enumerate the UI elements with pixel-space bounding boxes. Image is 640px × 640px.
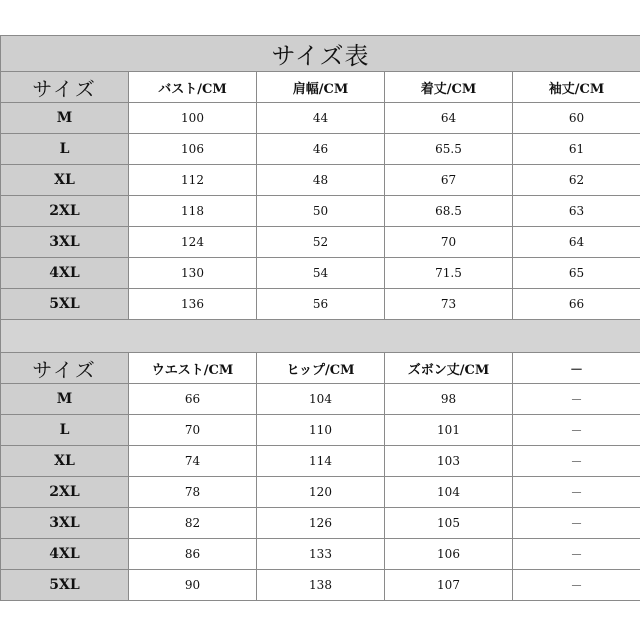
measurement-cell: 66	[129, 384, 257, 415]
measurement-cell: 136	[129, 289, 257, 320]
measurement-cell: 106	[385, 539, 513, 570]
column-header: バスト/CM	[129, 72, 257, 103]
table-row	[1, 570, 640, 601]
measurement-cell: 106	[129, 134, 257, 165]
measurement-cell: 50	[257, 196, 385, 227]
measurement-cell: 62	[513, 165, 640, 196]
measurement-cell: 74	[129, 446, 257, 477]
column-header: 肩幅/CM	[257, 72, 385, 103]
measurement-cell: 118	[129, 196, 257, 227]
measurement-cell: 64	[385, 103, 513, 134]
measurement-cell: 114	[257, 446, 385, 477]
size-label: 2XL	[1, 477, 129, 508]
measurement-cell: 138	[257, 570, 385, 601]
column-header: 着丈/CM	[385, 72, 513, 103]
column-header: －	[513, 353, 640, 384]
column-header: ズボン丈/CM	[385, 353, 513, 384]
measurement-cell: 126	[257, 508, 385, 539]
measurement-cell: －	[513, 384, 640, 415]
size-label: L	[1, 415, 129, 446]
measurement-cell: 104	[385, 477, 513, 508]
size-label: XL	[1, 446, 129, 477]
size-column-header: サイズ	[1, 353, 129, 384]
measurement-cell: 105	[385, 508, 513, 539]
table-row	[1, 258, 640, 289]
table-row	[1, 196, 640, 227]
table1-header-row	[1, 72, 640, 103]
size-label: M	[1, 384, 129, 415]
measurement-cell: 133	[257, 539, 385, 570]
measurement-cell: 104	[257, 384, 385, 415]
measurement-cell: 98	[385, 384, 513, 415]
table-row	[1, 384, 640, 415]
measurement-cell: 56	[257, 289, 385, 320]
measurement-cell: 63	[513, 196, 640, 227]
measurement-cell: 46	[257, 134, 385, 165]
size-table	[0, 35, 640, 601]
table-row	[1, 134, 640, 165]
measurement-cell: 54	[257, 258, 385, 289]
column-header: ウエスト/CM	[129, 353, 257, 384]
measurement-cell: 107	[385, 570, 513, 601]
table-row	[1, 103, 640, 134]
table-title: サイズ表	[1, 36, 640, 72]
measurement-cell: 52	[257, 227, 385, 258]
measurement-cell: 112	[129, 165, 257, 196]
measurement-cell: 48	[257, 165, 385, 196]
size-label: 4XL	[1, 258, 129, 289]
size-label: 2XL	[1, 196, 129, 227]
measurement-cell: －	[513, 508, 640, 539]
table2-header-row	[1, 353, 640, 384]
measurement-cell: 66	[513, 289, 640, 320]
column-header: 袖丈/CM	[513, 72, 640, 103]
measurement-cell: 90	[129, 570, 257, 601]
measurement-cell: 124	[129, 227, 257, 258]
table-row	[1, 227, 640, 258]
measurement-cell: 73	[385, 289, 513, 320]
measurement-cell: －	[513, 570, 640, 601]
size-label: L	[1, 134, 129, 165]
table-row	[1, 415, 640, 446]
measurement-cell: 44	[257, 103, 385, 134]
measurement-cell: 101	[385, 415, 513, 446]
measurement-cell: 71.5	[385, 258, 513, 289]
size-label: 5XL	[1, 570, 129, 601]
size-label: 5XL	[1, 289, 129, 320]
measurement-cell: 67	[385, 165, 513, 196]
measurement-cell: 61	[513, 134, 640, 165]
measurement-cell: 130	[129, 258, 257, 289]
measurement-cell: 65	[513, 258, 640, 289]
separator-band	[1, 320, 640, 353]
separator-row	[1, 320, 640, 353]
measurement-cell: 70	[129, 415, 257, 446]
measurement-cell: 103	[385, 446, 513, 477]
table-row	[1, 477, 640, 508]
table-row	[1, 508, 640, 539]
measurement-cell: 120	[257, 477, 385, 508]
measurement-cell: －	[513, 539, 640, 570]
size-label: 4XL	[1, 539, 129, 570]
measurement-cell: －	[513, 415, 640, 446]
table-row	[1, 289, 640, 320]
measurement-cell: －	[513, 477, 640, 508]
measurement-cell: 100	[129, 103, 257, 134]
measurement-cell: －	[513, 446, 640, 477]
title-row	[1, 36, 640, 72]
measurement-cell: 78	[129, 477, 257, 508]
measurement-cell: 65.5	[385, 134, 513, 165]
measurement-cell: 68.5	[385, 196, 513, 227]
measurement-cell: 82	[129, 508, 257, 539]
size-label: 3XL	[1, 227, 129, 258]
size-label: M	[1, 103, 129, 134]
measurement-cell: 70	[385, 227, 513, 258]
table-row	[1, 539, 640, 570]
size-label: XL	[1, 165, 129, 196]
measurement-cell: 64	[513, 227, 640, 258]
measurement-cell: 60	[513, 103, 640, 134]
measurement-cell: 86	[129, 539, 257, 570]
column-header: ヒップ/CM	[257, 353, 385, 384]
measurement-cell: 110	[257, 415, 385, 446]
table-row	[1, 165, 640, 196]
table-row	[1, 446, 640, 477]
size-column-header: サイズ	[1, 72, 129, 103]
size-label: 3XL	[1, 508, 129, 539]
size-chart	[0, 35, 640, 601]
